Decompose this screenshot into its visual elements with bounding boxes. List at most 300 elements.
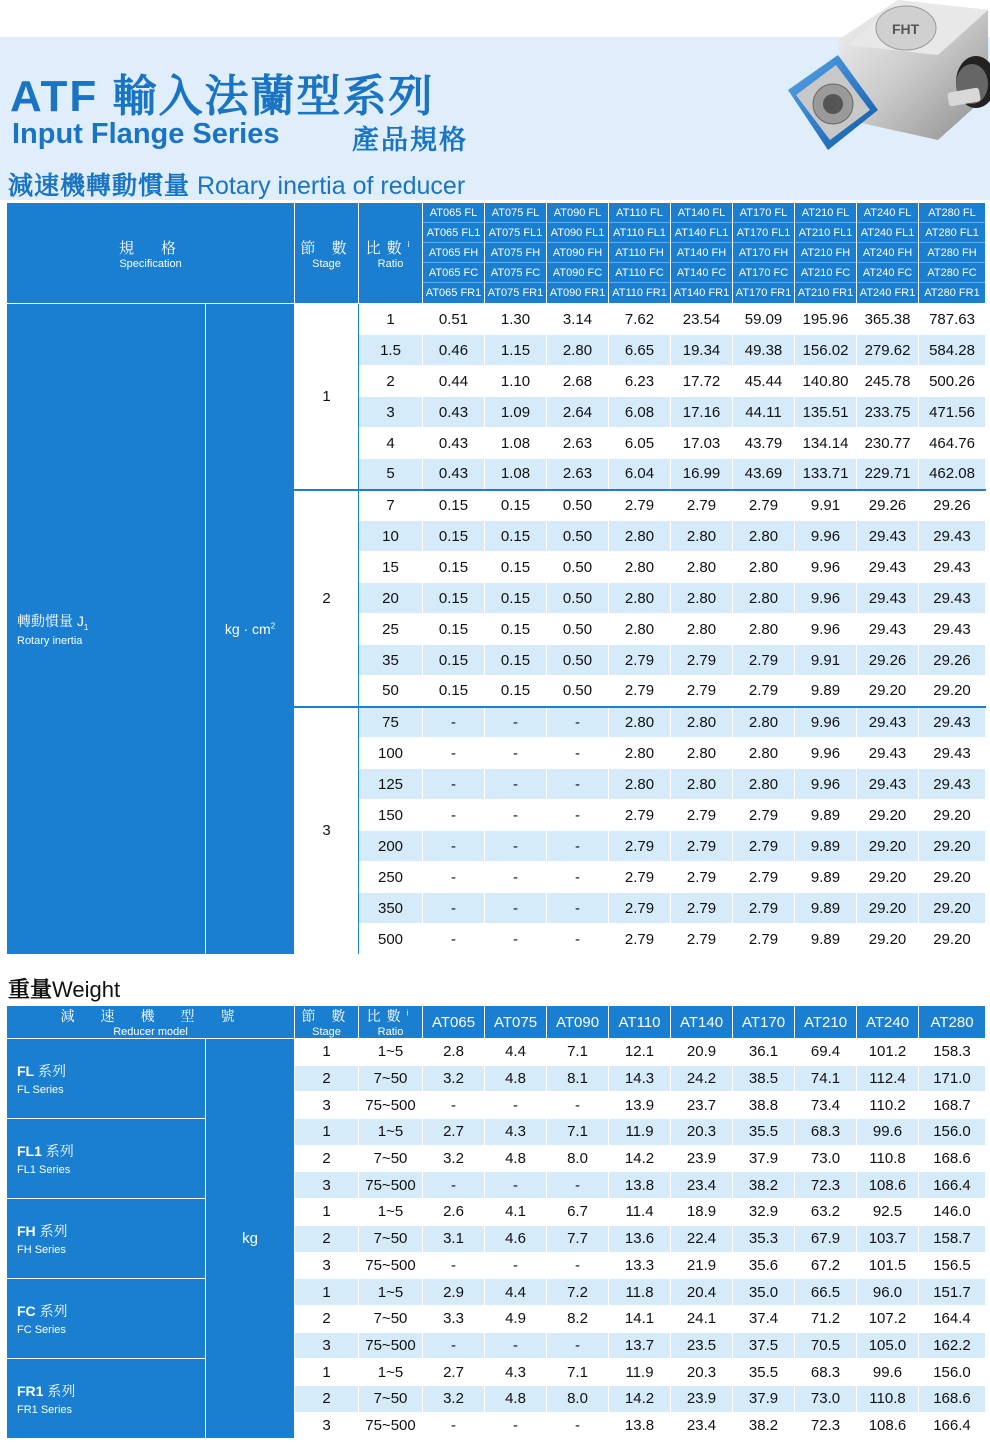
ratio-cell: 4	[359, 428, 423, 459]
series-label-zh	[17, 1221, 205, 1241]
inertia-value-cell: 2.79	[609, 862, 671, 893]
weight-value-cell: 37.5	[733, 1332, 795, 1359]
model-name: AT090 FL1	[547, 223, 608, 243]
weight-value-cell: -	[547, 1332, 609, 1359]
inertia-value-cell: 2.80	[733, 521, 795, 552]
inertia-value-cell: 2.79	[733, 862, 795, 893]
inertia-value-cell: 133.71	[795, 459, 857, 490]
inertia-value-cell: -	[485, 738, 547, 769]
weight-model-header: AT210	[795, 1006, 857, 1039]
weight-value-cell: -	[423, 1412, 485, 1439]
weight-value-cell: 35.5	[733, 1119, 795, 1146]
ratio-header	[359, 203, 423, 304]
weight-value-cell: 20.3	[671, 1119, 733, 1146]
inertia-value-cell: -	[485, 707, 547, 738]
table-row	[7, 304, 986, 335]
inertia-value-cell: 29.43	[857, 738, 919, 769]
inertia-value-cell: 0.44	[423, 366, 485, 397]
gearbox-product-image	[788, 0, 990, 170]
weight-value-cell: -	[423, 1252, 485, 1279]
stage-cell: 2	[295, 1065, 359, 1092]
weight-section-title	[8, 973, 120, 1004]
inertia-value-cell: 9.96	[795, 707, 857, 738]
model-name: AT240 FH	[857, 243, 918, 263]
weight-value-cell: 67.2	[795, 1252, 857, 1279]
inertia-value-cell: 0.15	[423, 614, 485, 645]
rotary-inertia-label-zh	[17, 611, 205, 632]
weight-value-cell: 14.2	[609, 1145, 671, 1172]
weight-value-cell: 20.3	[671, 1359, 733, 1386]
model-name: AT280 FL1	[919, 223, 985, 243]
inertia-value-cell: 3.14	[547, 304, 609, 335]
inertia-value-cell: 2.80	[671, 552, 733, 583]
weight-value-cell: 101.5	[857, 1252, 919, 1279]
inertia-value-cell: 9.89	[795, 831, 857, 862]
weight-model-header: AT075	[485, 1006, 547, 1039]
inertia-value-cell: 2.79	[671, 893, 733, 924]
inertia-table	[6, 202, 986, 955]
series-label-zh	[17, 1301, 205, 1321]
inertia-value-cell: 19.34	[671, 335, 733, 366]
model-name: AT240 FC	[857, 263, 918, 283]
weight-value-cell: 3.2	[423, 1385, 485, 1412]
inertia-value-cell: 2.80	[609, 707, 671, 738]
stage-cell: 3	[295, 707, 359, 955]
model-column-header	[919, 203, 986, 304]
weight-value-cell: 73.0	[795, 1385, 857, 1412]
weight-model-header: AT140	[671, 1006, 733, 1039]
model-name: AT075 FL	[485, 203, 546, 223]
stage-cell: 2	[295, 1385, 359, 1412]
weight-value-cell: 11.9	[609, 1359, 671, 1386]
inertia-value-cell: -	[423, 800, 485, 831]
inertia-value-cell: 29.43	[919, 738, 986, 769]
weight-value-cell: 72.3	[795, 1172, 857, 1199]
inertia-value-cell: -	[547, 831, 609, 862]
ratio-cell: 10	[359, 521, 423, 552]
model-name: AT110 FL	[609, 203, 670, 223]
ratio-cell: 75~500	[359, 1332, 423, 1359]
ratio-cell: 35	[359, 645, 423, 676]
inertia-value-cell: 2.79	[609, 676, 671, 707]
weight-value-cell: 3.1	[423, 1225, 485, 1252]
inertia-value-cell: 500.26	[919, 366, 986, 397]
weight-value-cell: 4.4	[485, 1039, 547, 1066]
inertia-section-title-zh: 減速機轉動慣量	[8, 172, 191, 200]
weight-stage-header	[295, 1006, 359, 1039]
weight-value-cell: 108.6	[857, 1172, 919, 1199]
weight-stage-header-en: Stage	[312, 1026, 341, 1038]
weight-value-cell: 96.0	[857, 1279, 919, 1306]
weight-value-cell: 166.4	[919, 1172, 986, 1199]
inertia-value-cell: 2.79	[733, 831, 795, 862]
inertia-value-cell: 9.89	[795, 893, 857, 924]
series-zh: 系列	[47, 1383, 76, 1400]
inertia-value-cell: 59.09	[733, 304, 795, 335]
weight-value-cell: 23.9	[671, 1385, 733, 1412]
inertia-value-cell: 2.80	[671, 707, 733, 738]
inertia-value-cell: 2.80	[733, 738, 795, 769]
weight-value-cell: -	[423, 1092, 485, 1119]
model-name: AT210 FC	[795, 263, 856, 283]
model-name: AT240 FL	[857, 203, 918, 223]
page-title: ATF 輸入法蘭型系列	[10, 72, 435, 121]
model-name: AT065 FR1	[425, 287, 482, 299]
inertia-value-cell: 0.15	[423, 676, 485, 707]
inertia-value-cell: 2.80	[547, 335, 609, 366]
inertia-value-cell: 2.79	[671, 676, 733, 707]
weight-model-header: AT110	[609, 1006, 671, 1039]
inertia-value-cell: 1.15	[485, 335, 547, 366]
weight-value-cell: 22.4	[671, 1225, 733, 1252]
weight-section-title-zh: 重量	[8, 977, 53, 1002]
inertia-value-cell: 2.79	[671, 800, 733, 831]
ratio-cell: 75~500	[359, 1172, 423, 1199]
inertia-value-cell: 17.16	[671, 397, 733, 428]
weight-value-cell: 12.1	[609, 1039, 671, 1066]
weight-value-cell: 37.9	[733, 1145, 795, 1172]
reducer-model-header	[7, 1006, 295, 1039]
series-zh: 系列	[39, 1223, 68, 1240]
inertia-value-cell: 2.79	[609, 645, 671, 676]
ratio-cell: 7	[359, 490, 423, 521]
weight-value-cell: 4.3	[485, 1359, 547, 1386]
weight-value-cell: 158.3	[919, 1039, 986, 1066]
inertia-value-cell: 2.79	[733, 924, 795, 955]
series-code: FR1	[17, 1383, 44, 1400]
inertia-value-cell: 0.15	[423, 552, 485, 583]
inertia-value-cell: 0.15	[423, 490, 485, 521]
weight-value-cell: 37.4	[733, 1305, 795, 1332]
ratio-cell: 2	[359, 366, 423, 397]
weight-value-cell: 110.8	[857, 1145, 919, 1172]
weight-value-cell: 2.9	[423, 1279, 485, 1306]
page-subtitle-zh: 產品規格	[352, 125, 468, 155]
weight-value-cell: 8.1	[547, 1065, 609, 1092]
weight-value-cell: 110.8	[857, 1385, 919, 1412]
weight-value-cell: 68.3	[795, 1119, 857, 1146]
weight-value-cell: 146.0	[919, 1199, 986, 1226]
inertia-value-cell: -	[423, 831, 485, 862]
weight-value-cell: 67.9	[795, 1225, 857, 1252]
weight-value-cell: 23.4	[671, 1172, 733, 1199]
weight-value-cell: -	[485, 1332, 547, 1359]
weight-model-header: AT240	[857, 1006, 919, 1039]
weight-ratio-header-en: Ratio	[377, 1026, 404, 1038]
weight-ratio-header	[359, 1006, 423, 1039]
inertia-value-cell: 2.80	[733, 583, 795, 614]
inertia-value-cell: -	[423, 738, 485, 769]
weight-value-cell: 156.0	[919, 1359, 986, 1386]
inertia-value-cell: 2.80	[671, 738, 733, 769]
model-column-header	[609, 203, 671, 304]
ratio-cell: 3	[359, 397, 423, 428]
model-name: AT140 FR1	[673, 287, 730, 299]
inertia-value-cell: -	[423, 924, 485, 955]
series-en: FR1 Series	[17, 1404, 73, 1417]
series-en: FC Series	[17, 1324, 66, 1337]
inertia-value-cell: 23.54	[671, 304, 733, 335]
inertia-value-cell: 43.69	[733, 459, 795, 490]
ratio-cell: 1.5	[359, 335, 423, 366]
ratio-cell: 500	[359, 924, 423, 955]
stage-cell: 3	[295, 1252, 359, 1279]
inertia-value-cell: 229.71	[857, 459, 919, 490]
model-name: AT210 FL1	[795, 223, 856, 243]
stage-cell: 2	[295, 490, 359, 707]
inertia-value-cell: 2.80	[609, 738, 671, 769]
weight-value-cell: 13.9	[609, 1092, 671, 1119]
weight-stage-header-zh: 節 數	[301, 1008, 352, 1024]
weight-value-cell: 168.6	[919, 1385, 986, 1412]
weight-value-cell: 156.0	[919, 1119, 986, 1146]
weight-value-cell: -	[547, 1172, 609, 1199]
inertia-unit	[206, 304, 295, 955]
model-column-header	[423, 203, 485, 304]
weight-value-cell: -	[423, 1172, 485, 1199]
series-code: FL	[17, 1063, 35, 1080]
inertia-value-cell: 29.43	[857, 707, 919, 738]
weight-value-cell: 4.8	[485, 1385, 547, 1412]
inertia-value-cell: 2.80	[609, 614, 671, 645]
ratio-cell: 50	[359, 676, 423, 707]
model-name: AT210 FR1	[797, 287, 854, 299]
ratio-header-zh	[359, 237, 422, 258]
inertia-value-cell: 9.96	[795, 769, 857, 800]
stage-cell: 1	[295, 304, 359, 490]
ratio-cell: 7~50	[359, 1065, 423, 1092]
inertia-value-cell: 2.63	[547, 428, 609, 459]
model-name: AT075 FR1	[487, 287, 544, 299]
inertia-value-cell: 1.10	[485, 366, 547, 397]
model-name: AT090 FL	[547, 203, 608, 223]
inertia-value-cell: 2.79	[733, 800, 795, 831]
rotary-inertia-label	[7, 304, 206, 955]
inertia-value-cell: 1.08	[485, 459, 547, 490]
inertia-value-cell: 9.91	[795, 490, 857, 521]
inertia-value-cell: 6.08	[609, 397, 671, 428]
model-name: AT140 FL	[671, 203, 732, 223]
inertia-value-cell: 29.20	[919, 893, 986, 924]
inertia-value-cell: 2.79	[733, 645, 795, 676]
ratio-cell: 1~5	[359, 1039, 423, 1066]
model-name: AT065 FH	[423, 243, 484, 263]
model-name: AT110 FR1	[612, 287, 667, 299]
inertia-value-cell: 2.79	[733, 893, 795, 924]
weight-value-cell: 7.2	[547, 1279, 609, 1306]
model-column-header	[671, 203, 733, 304]
inertia-value-cell: 2.80	[609, 521, 671, 552]
reducer-model-header-en: Reducer model	[113, 1026, 188, 1038]
weight-value-cell: 8.2	[547, 1305, 609, 1332]
inertia-value-cell: 156.02	[795, 335, 857, 366]
inertia-value-cell: 2.79	[609, 490, 671, 521]
weight-value-cell: 8.0	[547, 1145, 609, 1172]
stage-cell: 1	[295, 1039, 359, 1066]
model-name: AT240 FR1	[859, 287, 916, 299]
weight-value-cell: -	[485, 1252, 547, 1279]
weight-value-cell: 4.8	[485, 1145, 547, 1172]
weight-value-cell: 13.6	[609, 1225, 671, 1252]
page-subtitle-en: Input Flange Series	[12, 118, 280, 150]
weight-model-header: AT090	[547, 1006, 609, 1039]
weight-value-cell: 36.1	[733, 1039, 795, 1066]
weight-value-cell: 23.5	[671, 1332, 733, 1359]
ratio-header-en: Ratio	[377, 257, 404, 270]
inertia-value-cell: 0.15	[485, 521, 547, 552]
model-name: AT140 FL1	[671, 223, 732, 243]
inertia-value-cell: 9.89	[795, 676, 857, 707]
inertia-value-cell: 29.20	[857, 862, 919, 893]
table-row	[7, 1279, 986, 1306]
model-name: AT075 FL1	[485, 223, 546, 243]
weight-value-cell: -	[547, 1412, 609, 1439]
inertia-value-cell: -	[485, 800, 547, 831]
inertia-value-cell: -	[547, 893, 609, 924]
inertia-value-cell: 29.43	[919, 769, 986, 800]
inertia-value-cell: 29.20	[857, 893, 919, 924]
inertia-value-cell: 45.44	[733, 366, 795, 397]
inertia-value-cell: 464.76	[919, 428, 986, 459]
inertia-value-cell: 29.43	[919, 707, 986, 738]
inertia-value-cell: 29.20	[857, 831, 919, 862]
model-name: AT280 FC	[919, 263, 985, 283]
weight-value-cell: 99.6	[857, 1119, 919, 1146]
series-zh: 系列	[45, 1143, 74, 1160]
inertia-value-cell: -	[423, 893, 485, 924]
weight-value-cell: 20.9	[671, 1039, 733, 1066]
ratio-cell: 15	[359, 552, 423, 583]
model-name: AT240 FL1	[857, 223, 918, 243]
logo-text: FHT	[892, 21, 920, 37]
inertia-value-cell: 0.50	[547, 552, 609, 583]
ratio-cell: 25	[359, 614, 423, 645]
weight-value-cell: 38.5	[733, 1065, 795, 1092]
inertia-value-cell: 0.15	[423, 645, 485, 676]
ratio-cell: 7~50	[359, 1305, 423, 1332]
inertia-value-cell: -	[547, 707, 609, 738]
inertia-value-cell: -	[485, 831, 547, 862]
inertia-value-cell: 233.75	[857, 397, 919, 428]
inertia-value-cell: 2.80	[671, 769, 733, 800]
weight-value-cell: 66.5	[795, 1279, 857, 1306]
inertia-value-cell: 9.89	[795, 862, 857, 893]
weight-value-cell: 4.9	[485, 1305, 547, 1332]
weight-value-cell: 18.9	[671, 1199, 733, 1226]
weight-value-cell: 74.1	[795, 1065, 857, 1092]
spec-header	[7, 203, 295, 304]
weight-value-cell: 13.8	[609, 1172, 671, 1199]
inertia-value-cell: 2.80	[733, 552, 795, 583]
model-name: AT280 FR1	[924, 287, 980, 299]
inertia-value-cell: 43.79	[733, 428, 795, 459]
ratio-cell: 200	[359, 831, 423, 862]
weight-value-cell: -	[485, 1172, 547, 1199]
inertia-value-cell: 0.15	[485, 583, 547, 614]
ratio-cell: 7~50	[359, 1385, 423, 1412]
weight-section-title-en: Weight	[52, 977, 121, 1002]
ratio-cell: 1~5	[359, 1279, 423, 1306]
inertia-value-cell: 29.43	[857, 769, 919, 800]
inertia-value-cell: 29.20	[919, 676, 986, 707]
inertia-value-cell: 17.72	[671, 366, 733, 397]
inertia-value-cell: 29.20	[857, 924, 919, 955]
inertia-value-cell: 2.80	[609, 583, 671, 614]
weight-ratio-mark: i	[406, 1008, 415, 1018]
inertia-value-cell: -	[423, 862, 485, 893]
inertia-value-cell: 0.15	[485, 614, 547, 645]
ratio-cell: 75~500	[359, 1412, 423, 1439]
weight-value-cell: 73.0	[795, 1145, 857, 1172]
inertia-value-cell: 584.28	[919, 335, 986, 366]
model-name: AT170 FH	[733, 243, 794, 263]
ratio-cell: 1~5	[359, 1119, 423, 1146]
model-name: AT065 FL1	[423, 223, 484, 243]
weight-value-cell: 8.0	[547, 1385, 609, 1412]
inertia-value-cell: 2.64	[547, 397, 609, 428]
inertia-value-cell: 462.08	[919, 459, 986, 490]
ratio-cell: 1	[359, 304, 423, 335]
model-name: AT170 FL1	[733, 223, 794, 243]
inertia-value-cell: 0.50	[547, 645, 609, 676]
inertia-value-cell: 29.26	[919, 645, 986, 676]
inertia-value-cell: 0.15	[423, 521, 485, 552]
series-label	[7, 1199, 206, 1279]
inertia-value-cell: 29.20	[919, 862, 986, 893]
inertia-value-cell: 2.80	[733, 614, 795, 645]
weight-value-cell: 38.2	[733, 1412, 795, 1439]
inertia-value-cell: 29.20	[857, 800, 919, 831]
model-name: AT075 FH	[485, 243, 546, 263]
inertia-value-cell: 9.96	[795, 552, 857, 583]
model-name: AT170 FC	[733, 263, 794, 283]
inertia-value-cell: 2.79	[609, 831, 671, 862]
series-label	[7, 1039, 206, 1119]
inertia-value-cell: -	[547, 924, 609, 955]
weight-value-cell: 13.3	[609, 1252, 671, 1279]
stage-cell: 1	[295, 1199, 359, 1226]
inertia-value-cell: 29.26	[919, 490, 986, 521]
weight-value-cell: 99.6	[857, 1359, 919, 1386]
weight-value-cell: 13.8	[609, 1412, 671, 1439]
inertia-value-cell: 2.79	[671, 490, 733, 521]
ratio-cell: 75	[359, 707, 423, 738]
inertia-value-cell: 6.65	[609, 335, 671, 366]
model-name: AT210 FL	[795, 203, 856, 223]
weight-value-cell: 20.4	[671, 1279, 733, 1306]
inertia-value-cell: 2.79	[733, 490, 795, 521]
inertia-value-cell: 9.89	[795, 800, 857, 831]
stage-header-zh: 節 數	[300, 239, 353, 257]
series-en: FL1 Series	[17, 1164, 71, 1177]
inertia-value-cell: 9.96	[795, 614, 857, 645]
series-label	[7, 1279, 206, 1359]
weight-value-cell: 73.4	[795, 1092, 857, 1119]
weight-value-cell: 69.4	[795, 1039, 857, 1066]
inertia-value-cell: 29.43	[857, 552, 919, 583]
weight-value-cell: 72.3	[795, 1412, 857, 1439]
inertia-value-cell: 29.43	[919, 521, 986, 552]
inertia-value-cell: -	[485, 862, 547, 893]
model-name: AT210 FH	[795, 243, 856, 263]
inertia-value-cell: 0.15	[485, 552, 547, 583]
weight-ratio-header-zh	[359, 1006, 422, 1026]
weight-unit: kg	[206, 1039, 295, 1439]
weight-table	[6, 1005, 986, 1439]
inertia-value-cell: 2.80	[671, 521, 733, 552]
inertia-value-cell: 1.30	[485, 304, 547, 335]
weight-value-cell: 2.7	[423, 1359, 485, 1386]
